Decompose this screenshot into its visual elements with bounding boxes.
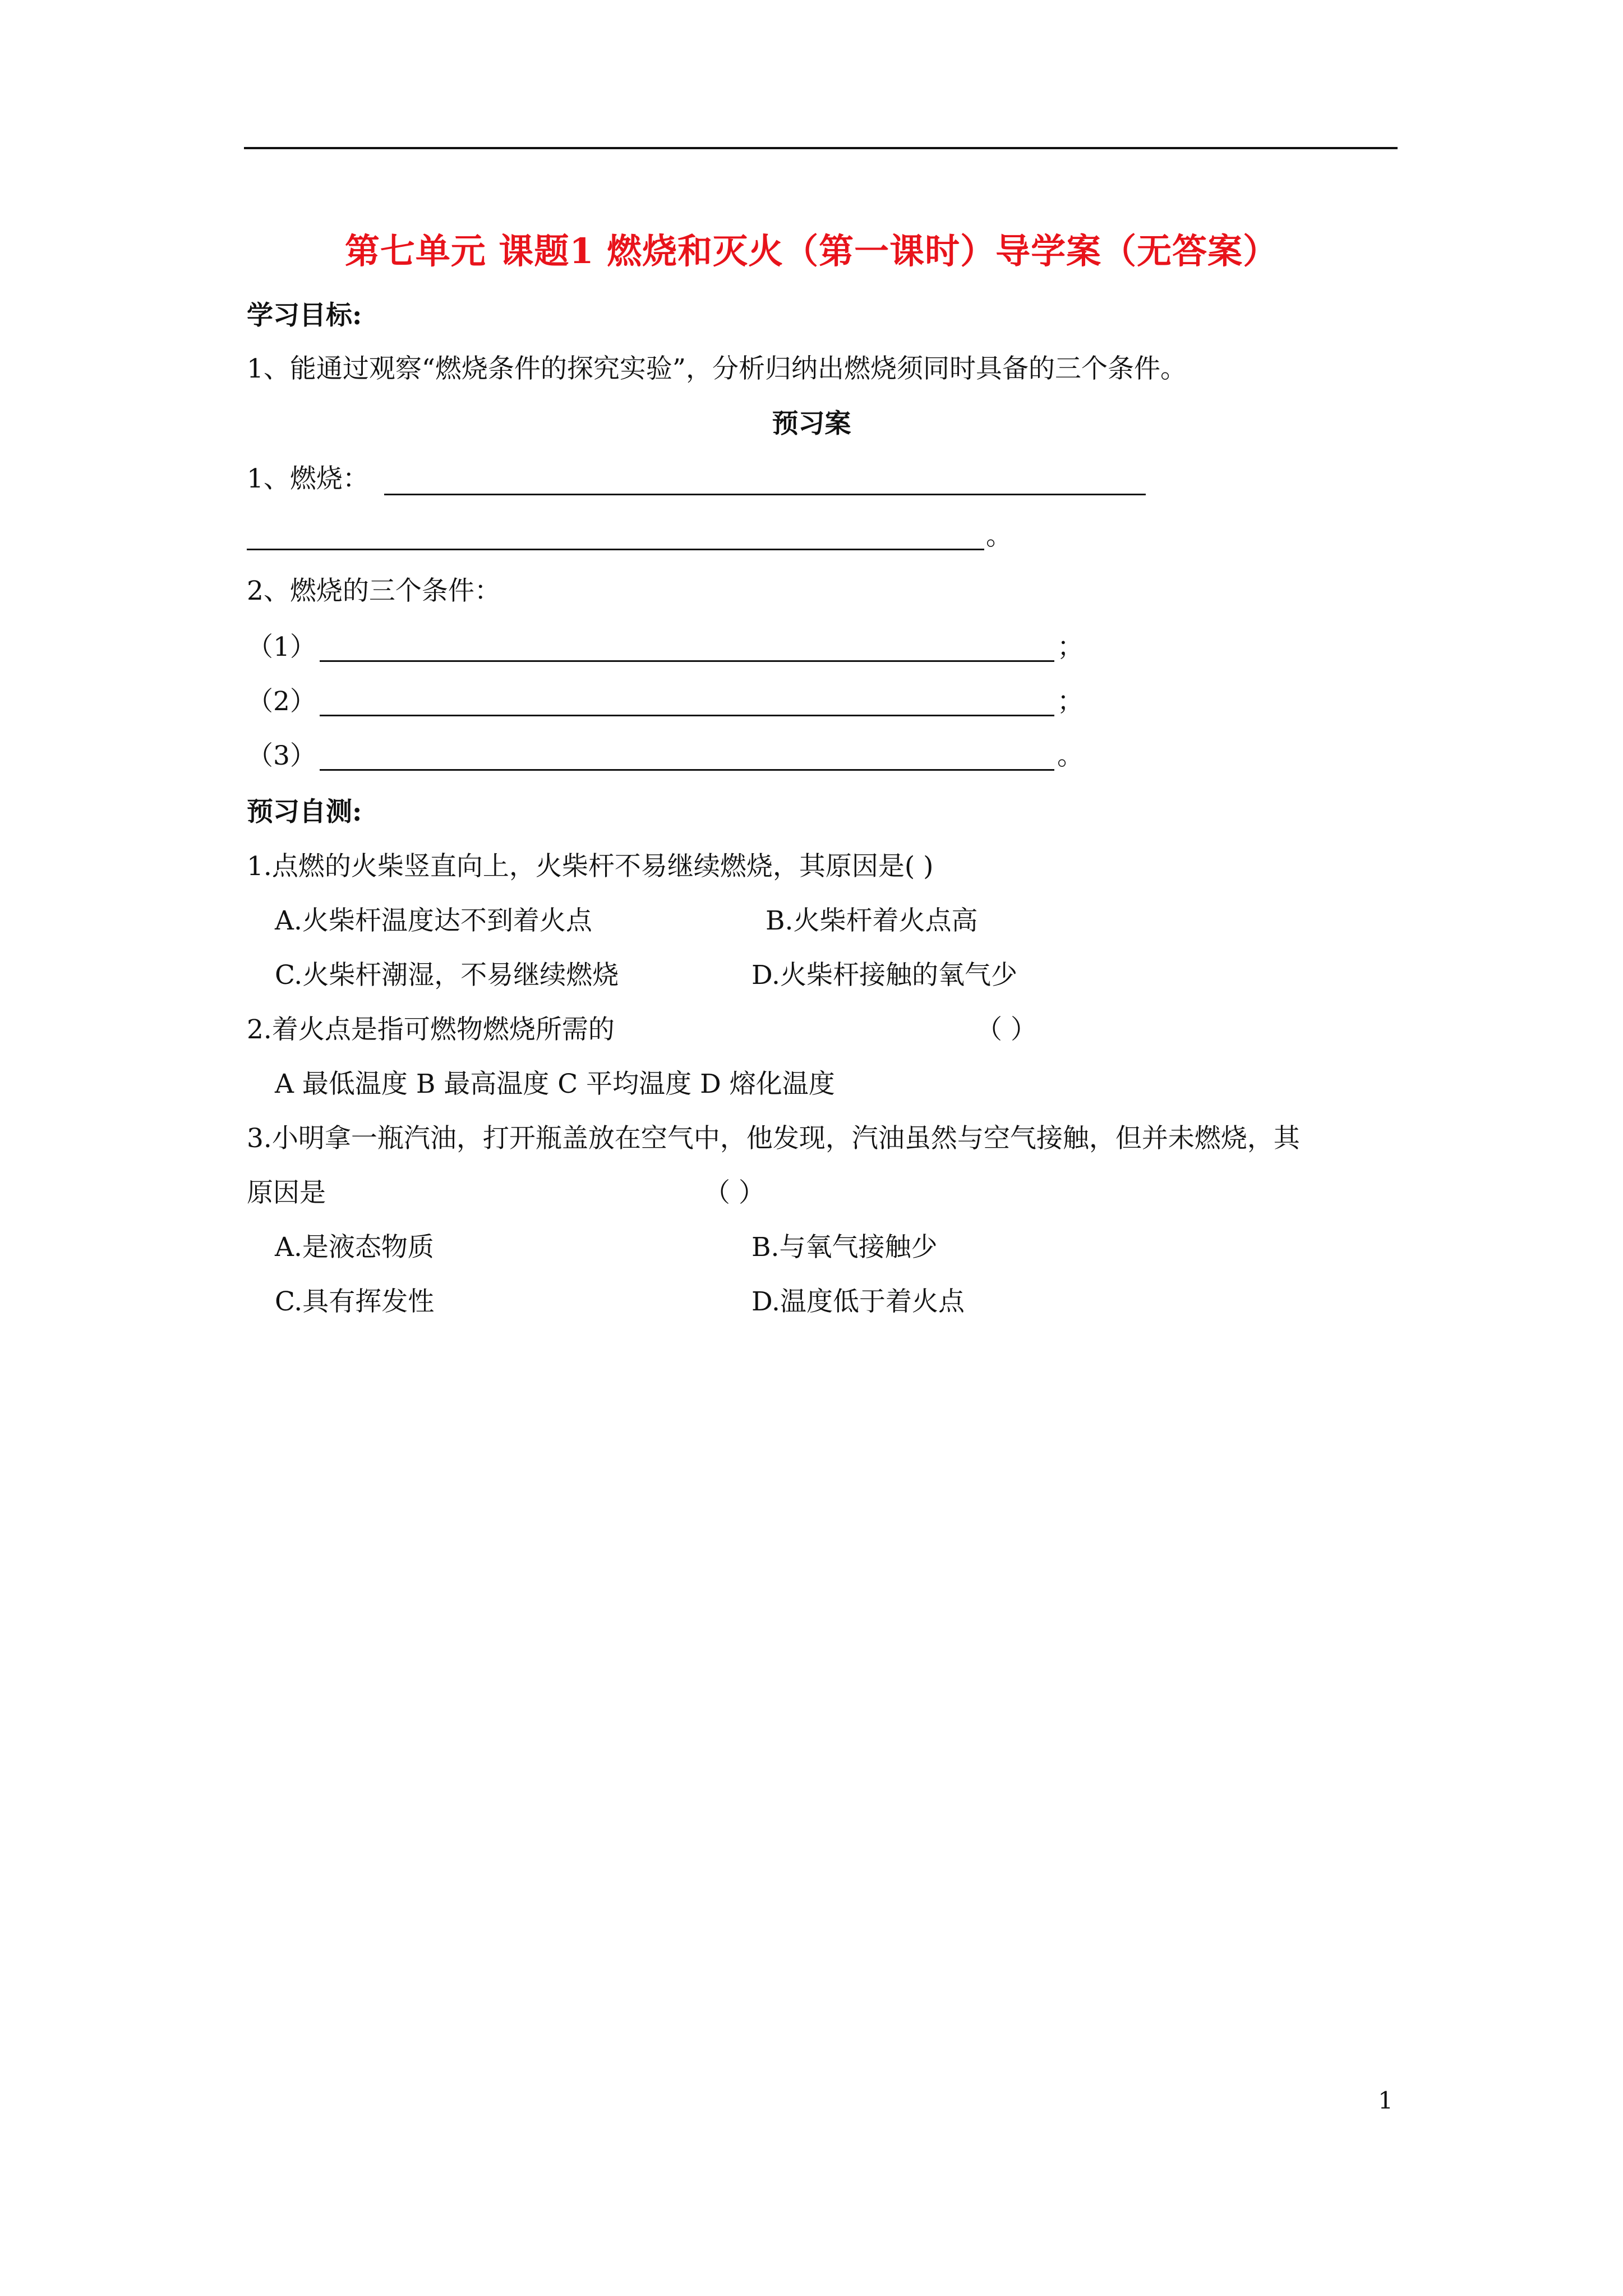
answer-line <box>384 494 1146 495</box>
question-2: 2.着火点是指可燃物燃烧所需的 <box>247 1014 615 1045</box>
q2-answer-paren: （ ） <box>976 1014 1037 1045</box>
question-1: 1.点燃的火柴竖直向上，火柴杆不易继续燃烧，其原因是( ) <box>247 851 934 882</box>
header-rule <box>244 147 1398 149</box>
condition-2-label: （2） <box>247 686 316 717</box>
condition-1-end: ； <box>1057 632 1083 662</box>
question-3-line-1: 3.小明拿一瓶汽油，打开瓶盖放在空气中，他发现，汽油虽然与空气接触，但并未燃烧，其 <box>247 1123 1300 1154</box>
q3-option-d: D.温度低于着火点 <box>751 1286 965 1317</box>
answer-line <box>247 549 984 550</box>
q3-option-c: C.具有挥发性 <box>275 1286 435 1317</box>
condition-3-label: （3） <box>247 740 316 771</box>
preview-heading: 预习案 <box>772 408 851 439</box>
answer-line <box>320 660 1054 662</box>
preview-q1-label: 1、燃烧： <box>247 463 369 494</box>
selftest-heading: 预习自测: <box>247 797 362 827</box>
q1-option-a: A.火柴杆温度达不到着火点 <box>275 905 592 936</box>
q1-option-b: B.火柴杆着火点高 <box>766 905 978 936</box>
q3-answer-paren: （ ） <box>704 1177 765 1208</box>
question-3-line-2: 原因是 <box>247 1177 326 1208</box>
page-number: 1 <box>1378 2087 1393 2114</box>
preview-q1-end: 。 <box>986 521 1012 551</box>
page-title: 第七单元 课题1 燃烧和灭火（第一课时）导学案（无答案） <box>344 231 1279 272</box>
condition-2-end: ； <box>1057 686 1083 717</box>
condition-3-end: 。 <box>1057 740 1083 771</box>
q3-option-a: A.是液态物质 <box>275 1232 434 1263</box>
q1-option-c: C.火柴杆潮湿，不易继续燃烧 <box>275 960 619 991</box>
objectives-heading: 学习目标: <box>247 300 362 331</box>
answer-line <box>320 715 1054 716</box>
q1-option-d: D.火柴杆接触的氧气少 <box>751 960 1017 991</box>
objective-item-1: 1、能通过观察“燃烧条件的探究实验”，分析归纳出燃烧须同时具备的三个条件。 <box>247 353 1187 384</box>
answer-line <box>320 769 1054 771</box>
q3-option-b: B.与氧气接触少 <box>751 1232 938 1263</box>
preview-q2-label: 2、燃烧的三个条件： <box>247 576 501 606</box>
q2-options: A 最低温度 B 最高温度 C 平均温度 D 熔化温度 <box>275 1069 835 1099</box>
condition-1-label: （1） <box>247 632 316 662</box>
